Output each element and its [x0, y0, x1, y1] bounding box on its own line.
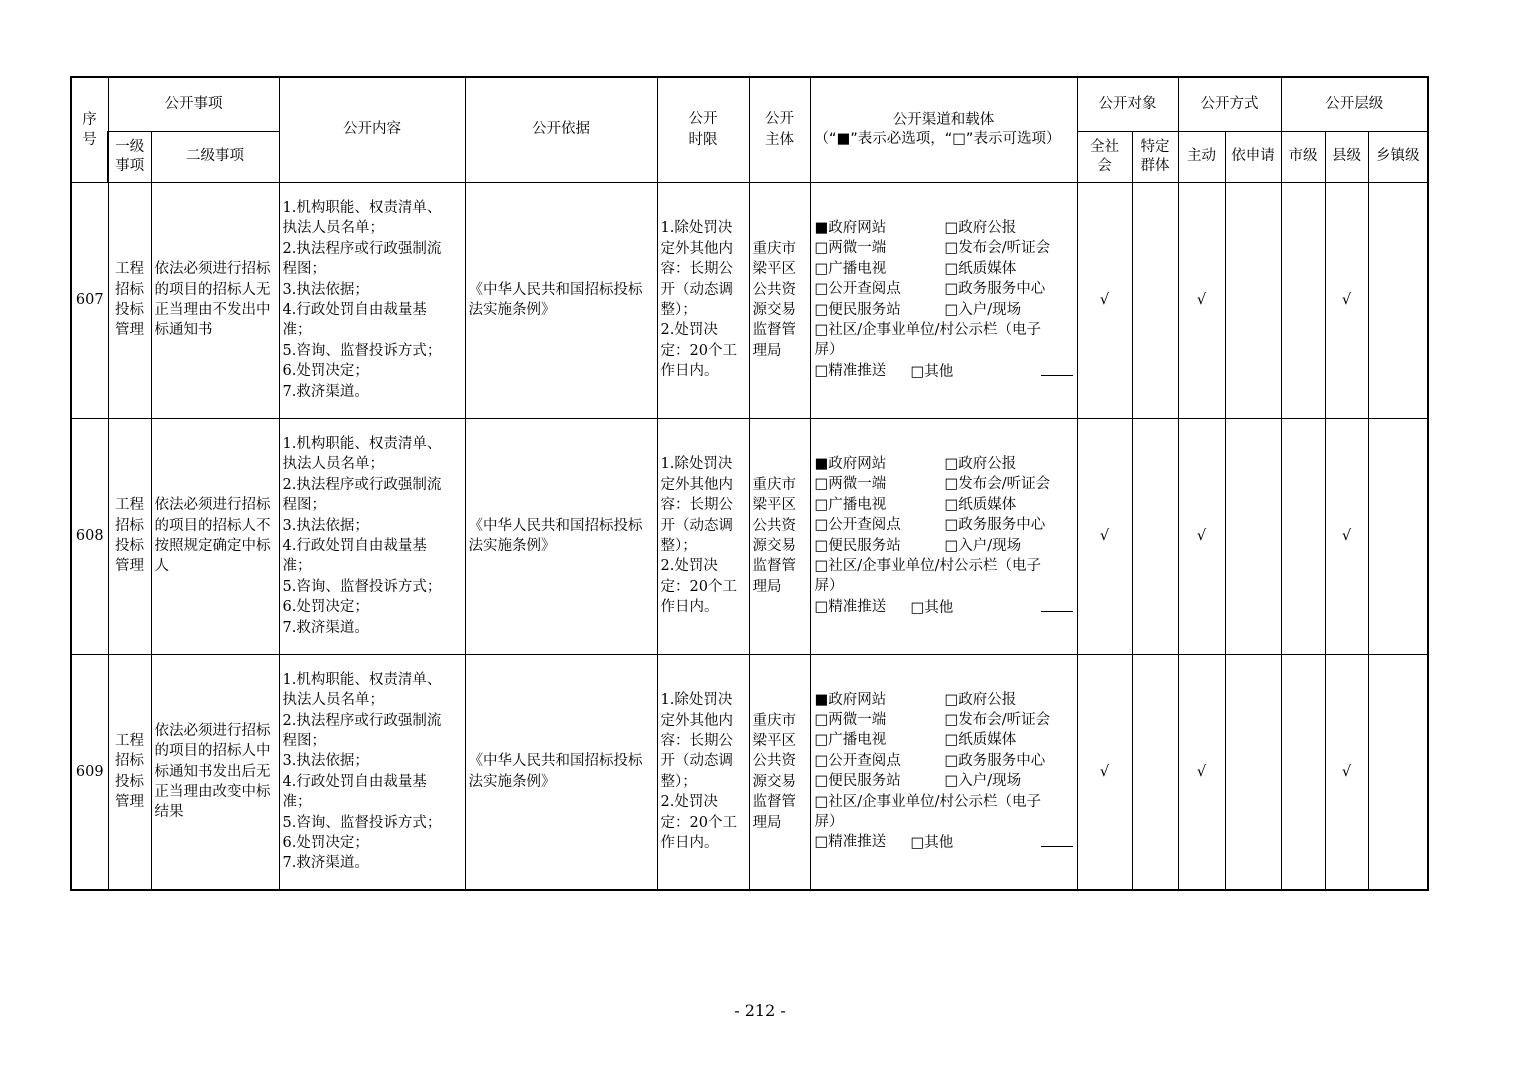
- row-content: [279, 182, 465, 418]
- text-line: 作日内。: [660, 363, 719, 380]
- header-subject: 公开主体: [749, 77, 810, 182]
- row-subject: [749, 418, 810, 654]
- text-line: 7.救济渠道。: [282, 855, 369, 872]
- channel-option-row: [815, 536, 1073, 556]
- row-id: 607: [71, 182, 108, 418]
- row-level-town: [1368, 182, 1428, 418]
- channel-option-row: [815, 730, 1073, 750]
- channel-option-row: [815, 300, 1073, 320]
- header-items: 公开事项: [108, 77, 279, 131]
- row-level1: 工程招标投标管理: [108, 182, 151, 418]
- channel-option-row: [815, 771, 1073, 791]
- channel-option: □其他: [910, 835, 954, 852]
- text-line: 4.行政处罚自由裁量基: [282, 773, 427, 790]
- channel-option: □发布会/听证会: [944, 712, 1051, 729]
- row-target-specific: [1132, 182, 1178, 418]
- text-line: 2.执法程序或行政强制流: [282, 476, 442, 493]
- text-line: 程图；: [282, 497, 326, 514]
- text-line: 源交易: [752, 773, 796, 790]
- channel-option: □广播电视: [814, 496, 887, 513]
- text-line: 程图；: [282, 732, 326, 749]
- row-level1: 工程招标投标管理: [108, 654, 151, 890]
- text-line: 准；: [282, 794, 312, 811]
- text-line: 公共资: [752, 281, 796, 298]
- header-time-limit: 公开时限: [657, 77, 749, 182]
- header-channel-title: 公开渠道和载体: [892, 111, 995, 128]
- text-line: 3.执法依据；: [282, 517, 369, 534]
- text-line: 监督管: [752, 322, 796, 339]
- text-line: 2.处罚决: [660, 322, 718, 339]
- text-line: 准；: [282, 558, 312, 575]
- channel-option: □政务服务中心: [944, 517, 1046, 534]
- header-level-city: 市级: [1281, 131, 1325, 182]
- text-line: 梁平区: [752, 497, 796, 514]
- channel-option: □便民服务站: [814, 301, 901, 318]
- text-line: 重庆市: [752, 240, 796, 257]
- text-line: □社区/企事业单位/村公示栏（电子: [814, 321, 1041, 338]
- text-line: 重庆市: [752, 712, 796, 729]
- row-method-active: √: [1178, 654, 1225, 890]
- channel-option: □公开查阅点: [814, 281, 901, 298]
- header-target: 公开对象: [1077, 77, 1178, 131]
- header-level2: 二级事项: [151, 131, 279, 182]
- row-level2: 依法必须进行招标的项目的招标人不按照规定确定中标人: [151, 418, 279, 654]
- row-time-limit: [657, 654, 749, 890]
- row-channels: [810, 182, 1077, 418]
- text-line: 执法人员名单；: [282, 456, 384, 473]
- channel-option-row: [815, 218, 1073, 238]
- text-line: 执法人员名单；: [282, 692, 384, 709]
- channel-option: □精准推送: [814, 834, 887, 851]
- text-line: 定：20个工: [660, 814, 737, 831]
- text-line: 1.机构职能、权责清单、: [282, 199, 442, 216]
- table-row: [71, 418, 1428, 654]
- channel-option-row: [815, 259, 1073, 279]
- channel-option: □政务服务中心: [944, 752, 1046, 769]
- text-line: 重庆市: [752, 476, 796, 493]
- text-line: 1.除处罚决: [660, 692, 733, 709]
- text-line: 3.执法依据；: [282, 753, 369, 770]
- channel-option: □精准推送: [814, 362, 887, 379]
- row-content: [279, 654, 465, 890]
- header-channel: [810, 77, 1077, 182]
- channel-option-row: [815, 454, 1073, 474]
- text-line: 2.执法程序或行政强制流: [282, 240, 442, 257]
- text-line: 梁平区: [752, 732, 796, 749]
- channel-option: □入户/现场: [944, 301, 1022, 318]
- row-time-limit: [657, 182, 749, 418]
- text-line: 2.处罚决: [660, 794, 718, 811]
- row-subject: [749, 182, 810, 418]
- channel-option: □发布会/听证会: [944, 476, 1051, 493]
- header-level1: 一级事项: [108, 131, 151, 182]
- channel-option: □纸质媒体: [944, 260, 1017, 277]
- channel-option-row: [815, 710, 1073, 730]
- channel-option: ■政府网站: [814, 455, 887, 472]
- row-subject: [749, 654, 810, 890]
- text-line: 容：长期公: [660, 732, 733, 749]
- channel-option-row: [815, 690, 1073, 710]
- row-level-city: [1281, 654, 1325, 890]
- header-basis: 公开依据: [465, 77, 657, 182]
- text-line: 1.除处罚决: [660, 220, 733, 237]
- channel-option: □政府公报: [944, 691, 1017, 708]
- channel-option: □广播电视: [814, 260, 887, 277]
- text-line: 作日内。: [660, 599, 719, 616]
- header-method: 公开方式: [1178, 77, 1281, 131]
- text-line: 屏）: [814, 578, 844, 595]
- header-level: 公开层级: [1281, 77, 1428, 131]
- text-line: 5.咨询、监督投诉方式；: [282, 342, 442, 359]
- text-line: 整）；: [660, 302, 697, 318]
- row-level-county: √: [1325, 654, 1368, 890]
- fill-blank: [1041, 597, 1073, 612]
- channel-option-row: [815, 597, 1073, 618]
- row-level-city: [1281, 182, 1325, 418]
- text-line: 源交易: [752, 302, 796, 318]
- header-method-apply: 依申请: [1225, 131, 1281, 182]
- channel-option: □公开查阅点: [814, 517, 901, 534]
- channel-option: □纸质媒体: [944, 732, 1017, 749]
- channel-option: □两微一端: [814, 240, 887, 257]
- text-line: 定：20个工: [660, 578, 737, 595]
- channel-option: □政府公报: [944, 219, 1017, 236]
- text-line: 理局: [752, 342, 782, 359]
- row-target-all: √: [1077, 418, 1132, 654]
- text-line: □社区/企事业单位/村公示栏（电子: [814, 793, 1041, 810]
- row-target-all: √: [1077, 654, 1132, 890]
- text-line: 公共资: [752, 517, 796, 534]
- text-line: 定外其他内: [660, 712, 733, 729]
- channel-option: □发布会/听证会: [944, 240, 1051, 257]
- channel-option-row: [815, 361, 1073, 382]
- text-line: 执法人员名单；: [282, 220, 384, 237]
- header-seq: 序号: [71, 77, 108, 182]
- text-line: 6.处罚决定；: [282, 599, 369, 616]
- text-line: 5.咨询、监督投诉方式；: [282, 814, 442, 831]
- header-content: 公开内容: [279, 77, 465, 182]
- text-line: 理局: [752, 814, 782, 831]
- text-line: 1.除处罚决: [660, 456, 733, 473]
- row-basis: 《中华人民共和国招标投标法实施条例》: [465, 654, 657, 890]
- text-line: 开（动态调: [660, 753, 733, 770]
- row-basis: 《中华人民共和国招标投标法实施条例》: [465, 182, 657, 418]
- text-line: 1.机构职能、权责清单、: [282, 671, 442, 688]
- row-id: 608: [71, 418, 108, 654]
- row-content: [279, 418, 465, 654]
- text-line: 公共资: [752, 753, 796, 770]
- text-line: 容：长期公: [660, 261, 733, 278]
- text-line: 3.执法依据；: [282, 281, 369, 298]
- row-method-active: √: [1178, 182, 1225, 418]
- row-level2: 依法必须进行招标的项目的招标人中标通知书发出后无正当理由改变中标结果: [151, 654, 279, 890]
- channel-option: ■政府网站: [814, 691, 887, 708]
- channel-option: □入户/现场: [944, 537, 1022, 554]
- channel-option: ■政府网站: [814, 219, 887, 236]
- channel-option: □公开查阅点: [814, 752, 901, 769]
- table-row: [71, 654, 1428, 890]
- page-number: - 212 -: [734, 1001, 786, 1020]
- channel-option: □便民服务站: [814, 537, 901, 554]
- row-method-apply: [1225, 182, 1281, 418]
- channel-option: □精准推送: [814, 598, 887, 615]
- text-line: 1.机构职能、权责清单、: [282, 435, 442, 452]
- header-channel-note: （“■”表示必选项，“□”表示可选项）: [814, 130, 1061, 147]
- channel-option-row: [815, 495, 1073, 515]
- text-line: 5.咨询、监督投诉方式；: [282, 578, 442, 595]
- text-line: 定：20个工: [660, 342, 737, 359]
- row-level-town: [1368, 654, 1428, 890]
- row-basis: 《中华人民共和国招标投标法实施条例》: [465, 418, 657, 654]
- text-line: 作日内。: [660, 834, 719, 851]
- channel-option: □便民服务站: [814, 773, 901, 790]
- channel-option: □入户/现场: [944, 773, 1022, 790]
- fill-blank: [1041, 361, 1073, 376]
- row-time-limit: [657, 418, 749, 654]
- channel-option: □两微一端: [814, 476, 887, 493]
- row-level2: 依法必须进行招标的项目的招标人无正当理由不发出中标通知书: [151, 182, 279, 418]
- row-target-specific: [1132, 654, 1178, 890]
- header-target-specific: 特定群体: [1132, 131, 1178, 182]
- row-target-specific: [1132, 418, 1178, 654]
- row-level-county: √: [1325, 418, 1368, 654]
- channel-option: □其他: [910, 363, 954, 380]
- row-level-town: [1368, 418, 1428, 654]
- row-channels: [810, 654, 1077, 890]
- text-line: 定外其他内: [660, 240, 733, 257]
- channel-option: □政府公报: [944, 455, 1017, 472]
- row-level-city: [1281, 418, 1325, 654]
- text-line: 7.救济渠道。: [282, 619, 369, 636]
- channel-option: □纸质媒体: [944, 496, 1017, 513]
- text-line: 理局: [752, 578, 782, 595]
- text-line: 程图；: [282, 261, 326, 278]
- row-level1: 工程招标投标管理: [108, 418, 151, 654]
- text-line: 2.处罚决: [660, 558, 718, 575]
- text-line: 6.处罚决定；: [282, 834, 369, 851]
- text-line: 屏）: [814, 342, 844, 359]
- text-line: 屏）: [814, 814, 844, 831]
- row-id: 609: [71, 654, 108, 890]
- fill-blank: [1041, 832, 1073, 847]
- disclosure-table: [70, 76, 1429, 891]
- row-target-all: √: [1077, 182, 1132, 418]
- text-line: 2.执法程序或行政强制流: [282, 712, 442, 729]
- channel-option-row: [815, 832, 1073, 853]
- channel-option: □政务服务中心: [944, 281, 1046, 298]
- header-method-active: 主动: [1178, 131, 1225, 182]
- text-line: 整）；: [660, 538, 697, 554]
- text-line: 4.行政处罚自由裁量基: [282, 538, 427, 554]
- row-channels: [810, 418, 1077, 654]
- channel-option-row: [815, 279, 1073, 299]
- text-line: 源交易: [752, 538, 796, 554]
- channel-option-row: [815, 474, 1073, 494]
- header-target-all: 全社会: [1077, 131, 1132, 182]
- text-line: 梁平区: [752, 261, 796, 278]
- channel-option: □两微一端: [814, 712, 887, 729]
- text-line: 开（动态调: [660, 517, 733, 534]
- text-line: 定外其他内: [660, 476, 733, 493]
- text-line: 4.行政处罚自由裁量基: [282, 302, 427, 318]
- text-line: 整）；: [660, 773, 697, 790]
- channel-option: □广播电视: [814, 732, 887, 749]
- channel-option-row: [815, 515, 1073, 535]
- header-level-town: 乡镇级: [1368, 131, 1428, 182]
- text-line: □社区/企事业单位/村公示栏（电子: [814, 557, 1041, 574]
- text-line: 开（动态调: [660, 281, 733, 298]
- channel-option-row: [815, 238, 1073, 258]
- channel-option-row: [815, 751, 1073, 771]
- channel-option: □其他: [910, 599, 954, 616]
- row-method-apply: [1225, 654, 1281, 890]
- row-method-active: √: [1178, 418, 1225, 654]
- header-level-county: 县级: [1325, 131, 1368, 182]
- row-level-county: √: [1325, 182, 1368, 418]
- row-method-apply: [1225, 418, 1281, 654]
- text-line: 监督管: [752, 558, 796, 575]
- text-line: 监督管: [752, 794, 796, 811]
- table-row: [71, 182, 1428, 418]
- text-line: 准；: [282, 322, 312, 339]
- text-line: 容：长期公: [660, 497, 733, 514]
- text-line: 7.救济渠道。: [282, 383, 369, 400]
- text-line: 6.处罚决定；: [282, 363, 369, 380]
